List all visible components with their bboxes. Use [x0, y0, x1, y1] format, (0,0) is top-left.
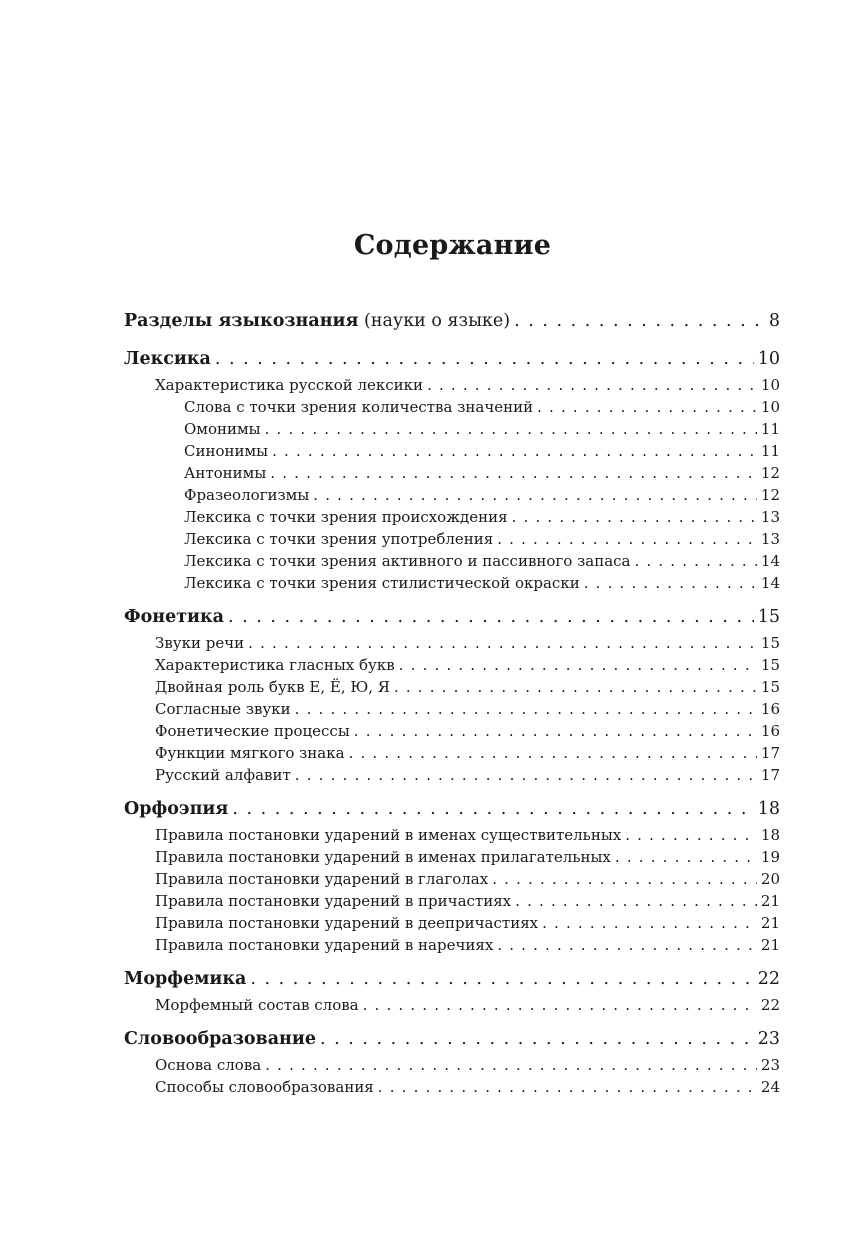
toc-entry[interactable] [124, 994, 780, 1016]
toc-section [124, 1024, 780, 1098]
toc-entry[interactable] [124, 934, 780, 956]
toc-page-number: 19 [760, 848, 780, 866]
toc-section [124, 344, 780, 594]
toc-entry[interactable] [124, 440, 780, 462]
dot-leader [427, 374, 757, 396]
dot-leader [625, 824, 757, 846]
toc-entry-label: Согласные звуки [155, 700, 291, 718]
toc-section-label [124, 602, 224, 632]
toc-page-number: 12 [760, 486, 780, 504]
toc-entry[interactable] [124, 484, 780, 506]
toc-section [124, 602, 780, 786]
toc-entry-label: Двойная роль букв Е, Ё, Ю, Я [155, 678, 390, 696]
toc-section-heading[interactable] [124, 964, 780, 994]
toc-page-number: 23 [757, 1029, 780, 1049]
toc-entry-label: Антонимы [184, 464, 267, 482]
dot-leader [270, 462, 757, 484]
toc-page-number: 23 [760, 1056, 780, 1074]
toc-page-number: 13 [760, 508, 780, 526]
toc-section-heading[interactable] [124, 344, 780, 374]
dot-leader [399, 654, 757, 676]
toc-page-number: 21 [760, 914, 780, 932]
dot-leader [265, 1054, 757, 1076]
toc-entry[interactable] [124, 654, 780, 676]
toc-entry[interactable] [124, 868, 780, 890]
toc-page-number: 22 [757, 969, 780, 989]
toc-entry-label: Русский алфавит [155, 766, 291, 784]
toc-entry[interactable] [124, 824, 780, 846]
toc-page-number: 16 [760, 700, 780, 718]
toc-entry[interactable] [124, 676, 780, 698]
dot-leader [265, 418, 757, 440]
toc-entry-label: Фразеологизмы [184, 486, 310, 504]
toc-section-title: Разделы языкознания [124, 311, 359, 331]
toc-page-number: 15 [760, 656, 780, 674]
toc-section-heading[interactable] [124, 306, 780, 336]
toc-entry[interactable] [124, 374, 780, 396]
table-of-contents [124, 306, 780, 1098]
toc-entry[interactable] [124, 698, 780, 720]
dot-leader [272, 440, 757, 462]
toc-section-subtitle: (науки о языке) [364, 311, 511, 331]
toc-section-title: Лексика [124, 349, 211, 369]
dot-leader [250, 964, 753, 994]
toc-page-number: 15 [760, 634, 780, 652]
dot-leader [232, 794, 753, 824]
dot-leader [378, 1076, 757, 1098]
toc-page-number: 11 [760, 442, 780, 460]
dot-leader [512, 506, 757, 528]
toc-entry[interactable] [124, 846, 780, 868]
toc-entry-label: Характеристика гласных букв [155, 656, 395, 674]
toc-entry-label: Синонимы [184, 442, 269, 460]
toc-page-number: 17 [760, 766, 780, 784]
toc-entry-label: Лексика с точки зрения происхождения [184, 508, 508, 526]
dot-leader [295, 698, 757, 720]
dot-leader [497, 528, 757, 550]
toc-page-number: 16 [760, 722, 780, 740]
toc-section-label [124, 306, 510, 336]
toc-section [124, 964, 780, 1016]
dot-leader [584, 572, 757, 594]
toc-entry[interactable] [124, 720, 780, 742]
toc-entry-label: Основа слова [155, 1056, 262, 1074]
dot-leader [514, 306, 765, 336]
toc-page-number: 13 [760, 530, 780, 548]
dot-leader [497, 934, 757, 956]
toc-page-number: 11 [760, 420, 780, 438]
toc-page-number: 24 [760, 1078, 780, 1096]
dot-leader [615, 846, 757, 868]
toc-entry-label: Правила постановки ударений в именах прилагательных [155, 848, 611, 866]
toc-entry[interactable] [124, 764, 780, 786]
toc-section-label [124, 1024, 316, 1054]
toc-entry-label: Характеристика русской лексики [155, 376, 424, 394]
toc-section [124, 794, 780, 956]
page-title: Содержание [353, 230, 552, 261]
toc-entry[interactable] [124, 1054, 780, 1076]
dot-leader [295, 764, 757, 786]
toc-entry-label: Правила постановки ударений в наречиях [155, 936, 494, 954]
toc-page-number: 21 [760, 892, 780, 910]
toc-page-number: 21 [760, 936, 780, 954]
toc-section-title: Словообразование [124, 1029, 316, 1049]
toc-entry-label: Способы словообразования [155, 1078, 374, 1096]
toc-entry-label: Правила постановки ударений в деепричастиях [155, 914, 539, 932]
toc-section-label [124, 964, 246, 994]
toc-entry-label: Лексика с точки зрения употребления [184, 530, 494, 548]
toc-entry-label: Правила постановки ударений в именах существительных [155, 826, 622, 844]
toc-section-title: Морфемика [124, 969, 247, 989]
toc-page-number: 18 [760, 826, 780, 844]
dot-leader [349, 742, 757, 764]
toc-page-number: 20 [760, 870, 780, 888]
toc-entry-label: Правила постановки ударений в глаголах [155, 870, 489, 888]
toc-entry-label: Звуки речи [155, 634, 245, 652]
toc-entry[interactable] [124, 506, 780, 528]
dot-leader [248, 632, 757, 654]
toc-page-number: 17 [760, 744, 780, 762]
dot-leader [634, 550, 756, 572]
dot-leader [515, 890, 757, 912]
toc-entry-label: Слова с точки зрения количества значений [184, 398, 534, 416]
dot-leader [394, 676, 757, 698]
dot-leader [542, 912, 757, 934]
dot-leader [313, 484, 757, 506]
toc-entry-label: Лексика с точки зрения стилистической окраски [184, 574, 580, 592]
dot-leader [215, 344, 754, 374]
toc-entry-label: Правила постановки ударений в причастиях [155, 892, 512, 910]
toc-section-label [124, 794, 228, 824]
toc-page-number: 10 [760, 398, 780, 416]
toc-entry-label: Лексика с точки зрения активного и пассивного запаса [184, 552, 631, 570]
toc-entry[interactable] [124, 912, 780, 934]
toc-entry[interactable] [124, 418, 780, 440]
toc-page-number: 22 [760, 996, 780, 1014]
toc-entry-label: Омонимы [184, 420, 261, 438]
dot-leader [354, 720, 757, 742]
toc-page-number: 18 [757, 799, 780, 819]
toc-entry[interactable] [124, 1076, 780, 1098]
toc-page-number: 15 [760, 678, 780, 696]
toc-entry-label: Функции мягкого знака [155, 744, 345, 762]
toc-section-label [124, 344, 211, 374]
toc-section-heading[interactable] [124, 1024, 780, 1054]
toc-entry[interactable] [124, 890, 780, 912]
toc-page-number: 15 [757, 607, 780, 627]
toc-entry[interactable] [124, 550, 780, 572]
toc-entry-label: Фонетические процессы [155, 722, 350, 740]
toc-page-number: 8 [768, 311, 780, 331]
toc-entry[interactable] [124, 632, 780, 654]
toc-entry[interactable] [124, 572, 780, 594]
toc-entry[interactable] [124, 742, 780, 764]
toc-entry[interactable] [124, 396, 780, 418]
dot-leader [228, 602, 754, 632]
toc-page-number: 12 [760, 464, 780, 482]
toc-section-heading[interactable] [124, 794, 780, 824]
toc-section-heading[interactable] [124, 602, 780, 632]
toc-section-title: Орфоэпия [124, 799, 229, 819]
toc-section-title: Фонетика [124, 607, 225, 627]
dot-leader [320, 1024, 754, 1054]
toc-entry[interactable] [124, 528, 780, 550]
toc-page-number: 14 [760, 574, 780, 592]
dot-leader [537, 396, 757, 418]
toc-entry-label: Морфемный состав слова [155, 996, 359, 1014]
toc-page-number: 10 [757, 349, 780, 369]
dot-leader [492, 868, 757, 890]
toc-page-number: 14 [760, 552, 780, 570]
toc-page-number: 10 [760, 376, 780, 394]
toc-entry[interactable] [124, 462, 780, 484]
toc-section [124, 306, 780, 336]
dot-leader [363, 994, 757, 1016]
